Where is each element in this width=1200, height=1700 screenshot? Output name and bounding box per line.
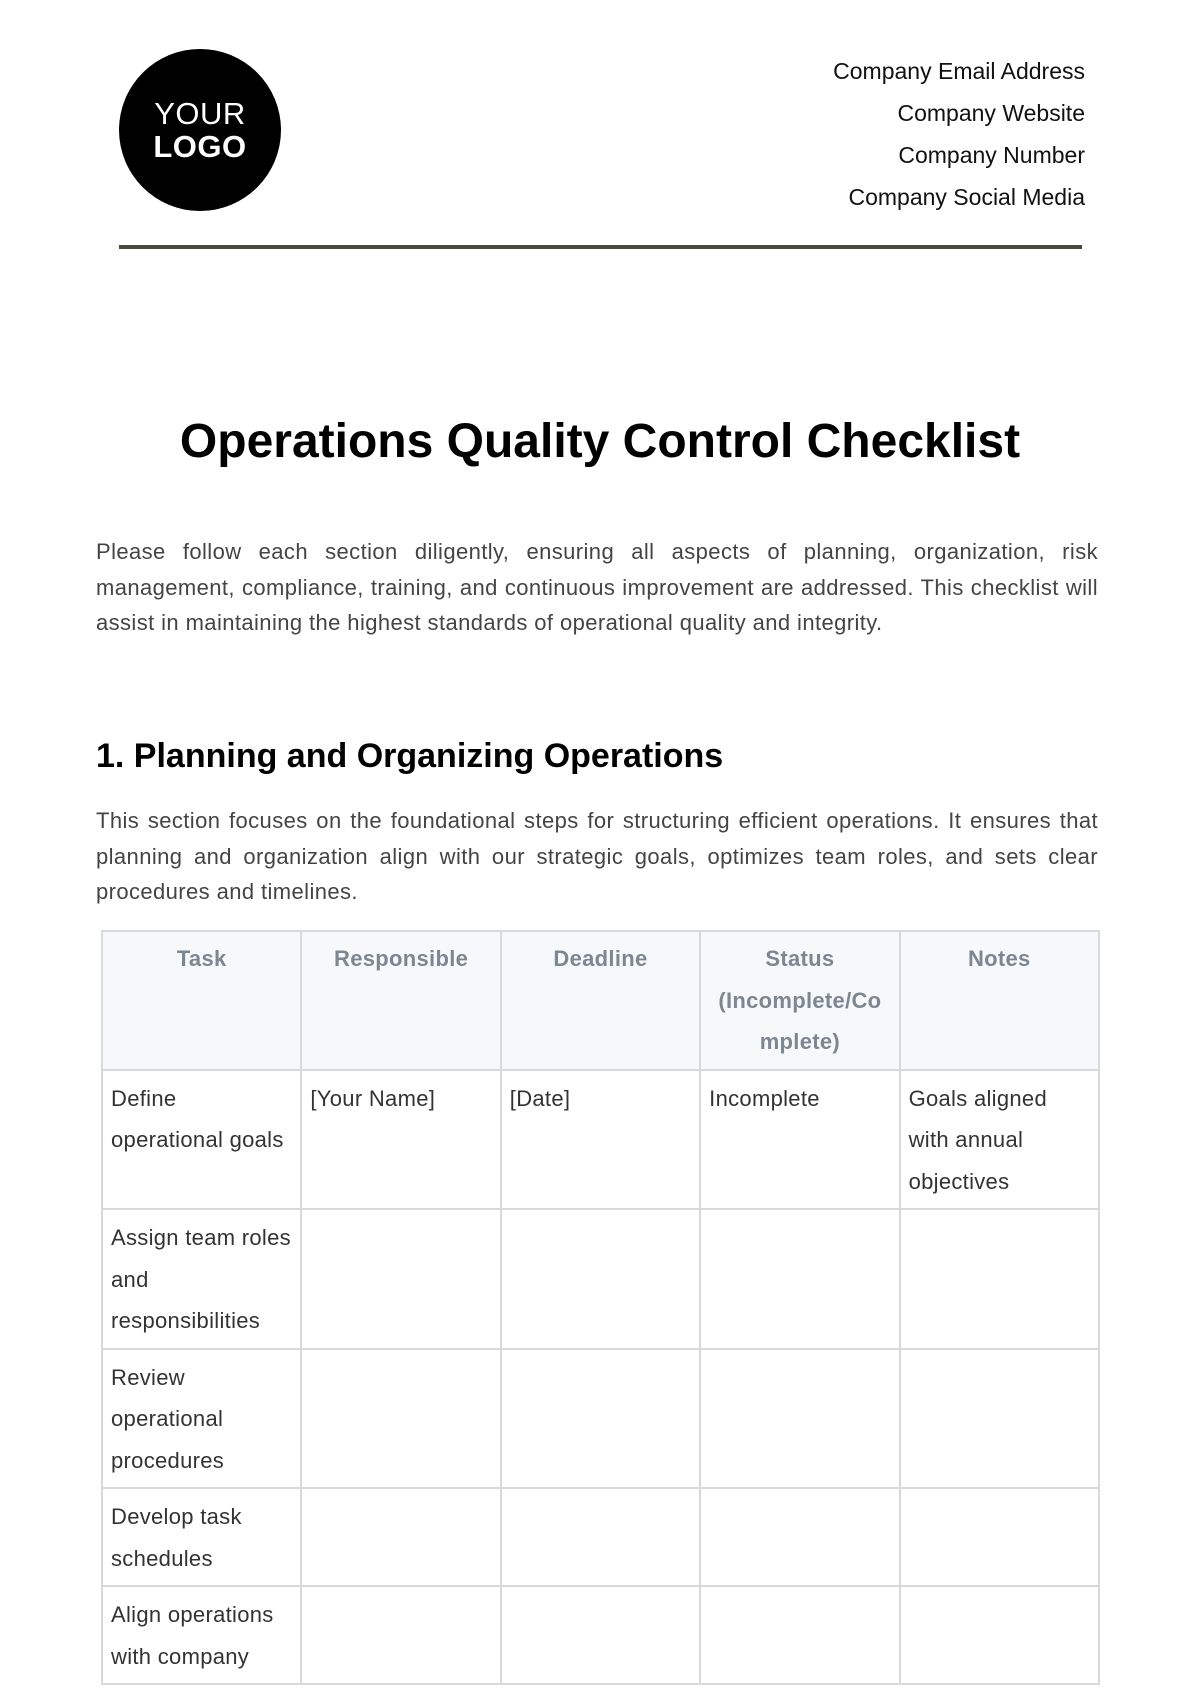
cell-responsible[interactable] (301, 1488, 500, 1586)
company-social-media: Company Social Media (848, 184, 1085, 210)
company-logo (119, 49, 281, 211)
cell-status[interactable]: Incomplete (700, 1070, 899, 1210)
cell-status[interactable] (700, 1349, 899, 1489)
document-title: Operations Quality Control Checklist (179, 415, 1021, 468)
checklist-table (101, 930, 1100, 1685)
cell-notes[interactable] (900, 1586, 1099, 1684)
cell-responsible[interactable]: [Your Name] (301, 1070, 500, 1210)
table-row (102, 1488, 1099, 1586)
header-task: Task (102, 931, 301, 1070)
cell-deadline[interactable] (501, 1209, 700, 1349)
cell-notes[interactable]: Goals aligned with annual objectives (900, 1070, 1099, 1210)
cell-task[interactable]: Define operational goals (102, 1070, 301, 1210)
cell-notes[interactable] (900, 1349, 1099, 1489)
table-row (102, 1070, 1099, 1210)
cell-status[interactable] (700, 1488, 899, 1586)
cell-deadline[interactable] (501, 1586, 700, 1684)
section-1-description: This section focuses on the foundational steps for structuring efficient operations. It ensures that planning and organization align with our strategic goals, optimizes team roles, and sets clear procedures and timelines. (96, 808, 1098, 904)
cell-responsible[interactable] (301, 1586, 500, 1684)
cell-deadline[interactable]: [Date] (501, 1070, 700, 1210)
cell-task[interactable]: Review operational procedures (102, 1349, 301, 1489)
table-row (102, 1349, 1099, 1489)
cell-status[interactable] (700, 1209, 899, 1349)
header-deadline: Deadline (501, 931, 700, 1070)
section-1-heading: 1. Planning and Organizing Operations (96, 737, 724, 775)
header-responsible: Responsible (301, 931, 500, 1070)
table-row (102, 1586, 1099, 1684)
company-email: Company Email Address (833, 58, 1085, 84)
company-number: Company Number (898, 142, 1085, 168)
cell-task[interactable]: Align operations with company (102, 1586, 301, 1684)
cell-notes[interactable] (900, 1488, 1099, 1586)
table-row (102, 1209, 1099, 1349)
cell-deadline[interactable] (501, 1488, 700, 1586)
cell-responsible[interactable] (301, 1209, 500, 1349)
cell-deadline[interactable] (501, 1349, 700, 1489)
cell-notes[interactable] (900, 1209, 1099, 1349)
header-notes: Notes (900, 931, 1099, 1070)
company-contact-info (833, 50, 1085, 218)
table-header-row (102, 931, 1099, 1070)
cell-status[interactable] (700, 1586, 899, 1684)
cell-task[interactable]: Assign team roles and responsibilities (102, 1209, 301, 1349)
header-divider (119, 245, 1082, 249)
intro-paragraph: Please follow each section diligently, ensuring all aspects of planning, organization, risk management, compliance, training, and continuous improvement are addressed. This checklist will assist in maintaining the highest standards of operational quality and integrity. (96, 539, 1098, 635)
company-website: Company Website (897, 100, 1085, 126)
logo-line-2: LOGO (153, 129, 247, 164)
logo-line-1: YOUR (154, 96, 246, 131)
header-status: Status (Incomplete/Complete) (700, 931, 899, 1070)
cell-responsible[interactable] (301, 1349, 500, 1489)
cell-task[interactable]: Develop task schedules (102, 1488, 301, 1586)
